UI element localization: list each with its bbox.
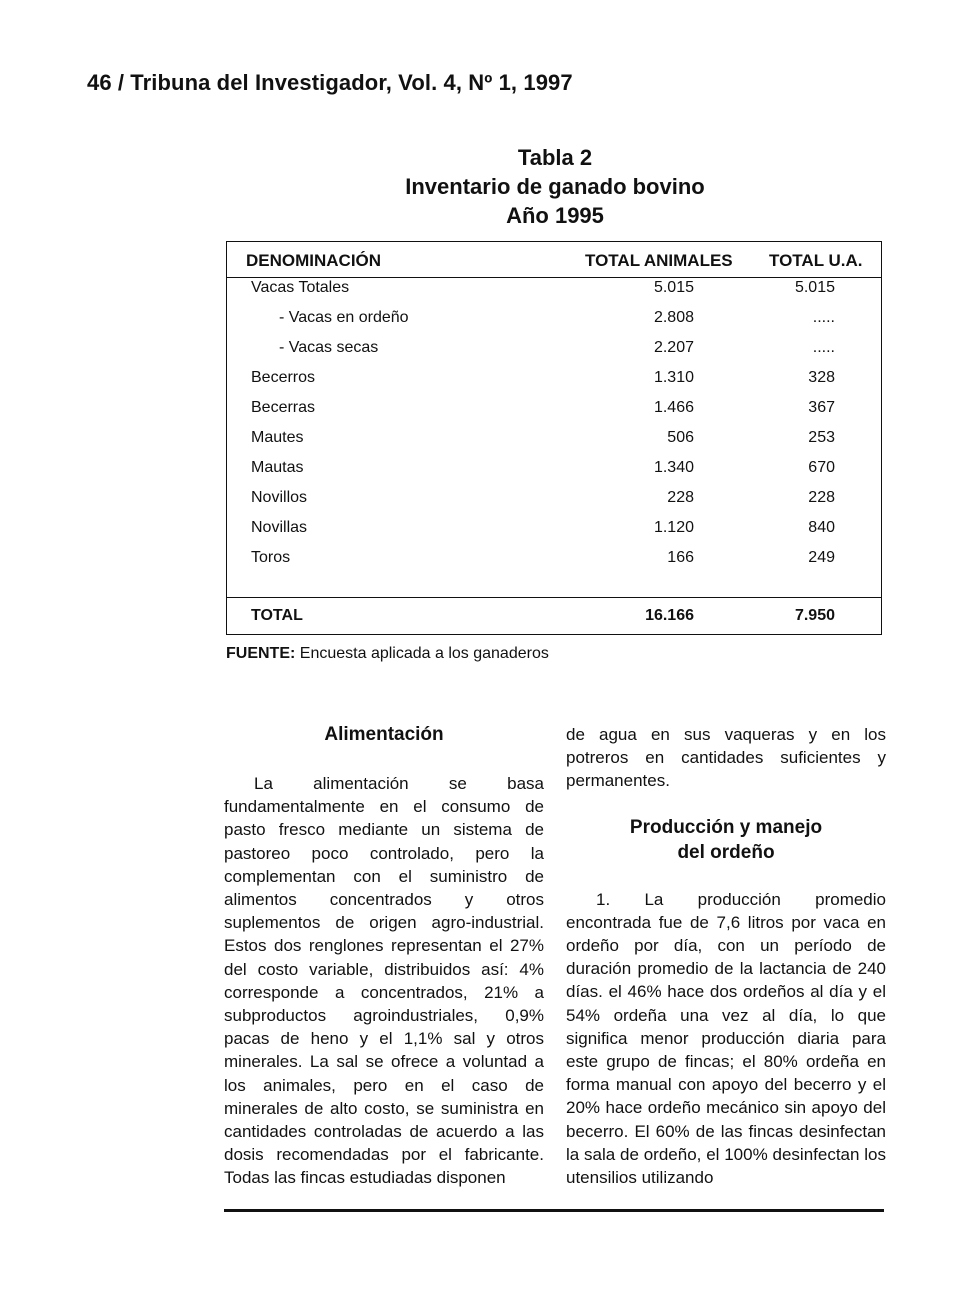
section-heading-alimentacion: Alimentación: [324, 724, 444, 745]
row-total-animales: 1.466: [653, 399, 694, 416]
row-total-animales: 5.015: [653, 279, 694, 296]
row-total-ua: 228: [808, 489, 835, 506]
left-column: [224, 722, 544, 1190]
row-total-ua: 840: [808, 519, 835, 536]
row-denominacion: Mautes: [251, 429, 304, 446]
row-denominacion: Novillos: [251, 489, 308, 506]
table-total-row: [227, 597, 881, 634]
row-total-animales: 506: [667, 429, 694, 446]
row-denominacion: Toros: [251, 549, 291, 566]
total-ua: 7.950: [794, 607, 835, 624]
row-denominacion: Becerros: [251, 369, 316, 386]
produccion-paragraph: 1. La producción promedio encontrada fue de 7,6 litros por vaca en ordeño por día, con un período de duración promedio de la lactancia de 240 días. el 46% hace dos ordeños al día y el 54% ordeña una vez al día, lo que significa menor producción diaria para este grupo de fincas; el 80% ordeña en forma manual con apoyo del becerro y el 20% hace ordeño mecánico sin apoyo del becerro. El 60% de las fincas desinfectan la sala de ordeño, el 100% desinfectan los utensilios utilizando: [566, 889, 886, 1188]
row-total-ua: 5.015: [794, 279, 835, 296]
row-denominacion: Mautas: [251, 459, 304, 476]
row-denominacion: Vacas Totales: [251, 279, 350, 296]
row-total-ua: 670: [808, 459, 835, 476]
row-total-ua: 253: [808, 429, 835, 446]
source-label: FUENTE:: [226, 645, 296, 662]
table-row: [227, 309, 881, 339]
table-row: [227, 339, 881, 369]
alimentacion-paragraph: La alimentación se basa fundamentalmente en el consumo de pasto fresco mediante un sistema de pastoreo poco controlado, pero la complementan con el suministro de alimentos concentrados y otros suplementos de origen agro-industrial. Estos dos renglones representan el 27% del costo variable, distribuidos así: 4% corresponde a concentrados, 21% a subproductos agroindustriales, 0,9% pacas de heno y el 1,1% sal y otros minerales. La sal se ofrece a voluntad a los animales, pero en el caso de minerales de alto costo, se suministra en cantidades controladas de acuerdo a las dosis recomendadas por el fabricante. Todas las fincas estudiadas disponen: [224, 774, 544, 1188]
table-label: Tabla 2: [517, 145, 593, 170]
row-total-ua: .....: [812, 309, 835, 326]
table-row: [227, 519, 881, 549]
header-total-animales: TOTAL ANIMALES: [585, 251, 733, 270]
table-row: [227, 459, 881, 489]
row-total-ua: 367: [808, 399, 835, 416]
table-source: [226, 645, 549, 663]
row-total-animales: 2.808: [653, 309, 694, 326]
continuation-paragraph: de agua en sus vaqueras y en los potreros en cantidades suficientes y permanentes.: [566, 725, 886, 791]
row-denominacion: Becerras: [251, 399, 316, 416]
inventory-table: [226, 241, 882, 635]
table-caption: [300, 143, 810, 230]
row-total-ua: 328: [808, 369, 835, 386]
row-total-ua: .....: [812, 339, 835, 356]
source-text: Encuesta aplicada a los ganaderos: [299, 645, 549, 662]
right-column: [566, 723, 886, 1189]
row-total-animales: 2.207: [653, 339, 694, 356]
table-year: Año 1995: [506, 203, 604, 228]
row-total-animales: 228: [667, 489, 694, 506]
row-denominacion: Novillas: [251, 519, 308, 536]
header-denominacion: DENOMINACIÓN: [246, 251, 382, 270]
row-total-animales: 1.340: [653, 459, 694, 476]
heading-line-1: Producción y manejo: [629, 816, 823, 838]
table-row: [227, 369, 881, 399]
row-total-animales: 1.310: [653, 369, 694, 386]
row-total-animales: 1.120: [653, 519, 694, 536]
row-total-animales: 166: [667, 549, 694, 566]
total-animals: 16.166: [645, 607, 694, 624]
table-row: [227, 429, 881, 459]
table-row: [227, 279, 881, 309]
section-heading-produccion: [566, 815, 886, 865]
table-row: [227, 489, 881, 519]
header-total-ua: TOTAL U.A.: [769, 251, 863, 270]
row-denominacion: - Vacas en ordeño: [279, 309, 409, 326]
table-header-row: [227, 242, 881, 278]
table-title: Inventario de ganado bovino: [405, 174, 705, 199]
running-head: 46 / Tribuna del Investigador, Vol. 4, Nº 1, 1997: [87, 70, 573, 95]
bottom-rule: [224, 1209, 884, 1212]
row-denominacion: - Vacas secas: [279, 339, 379, 356]
heading-line-2: del ordeño: [677, 841, 775, 863]
table-row: [227, 399, 881, 429]
row-total-ua: 249: [808, 549, 835, 566]
total-label: TOTAL: [251, 607, 303, 624]
table-row: [227, 549, 881, 579]
